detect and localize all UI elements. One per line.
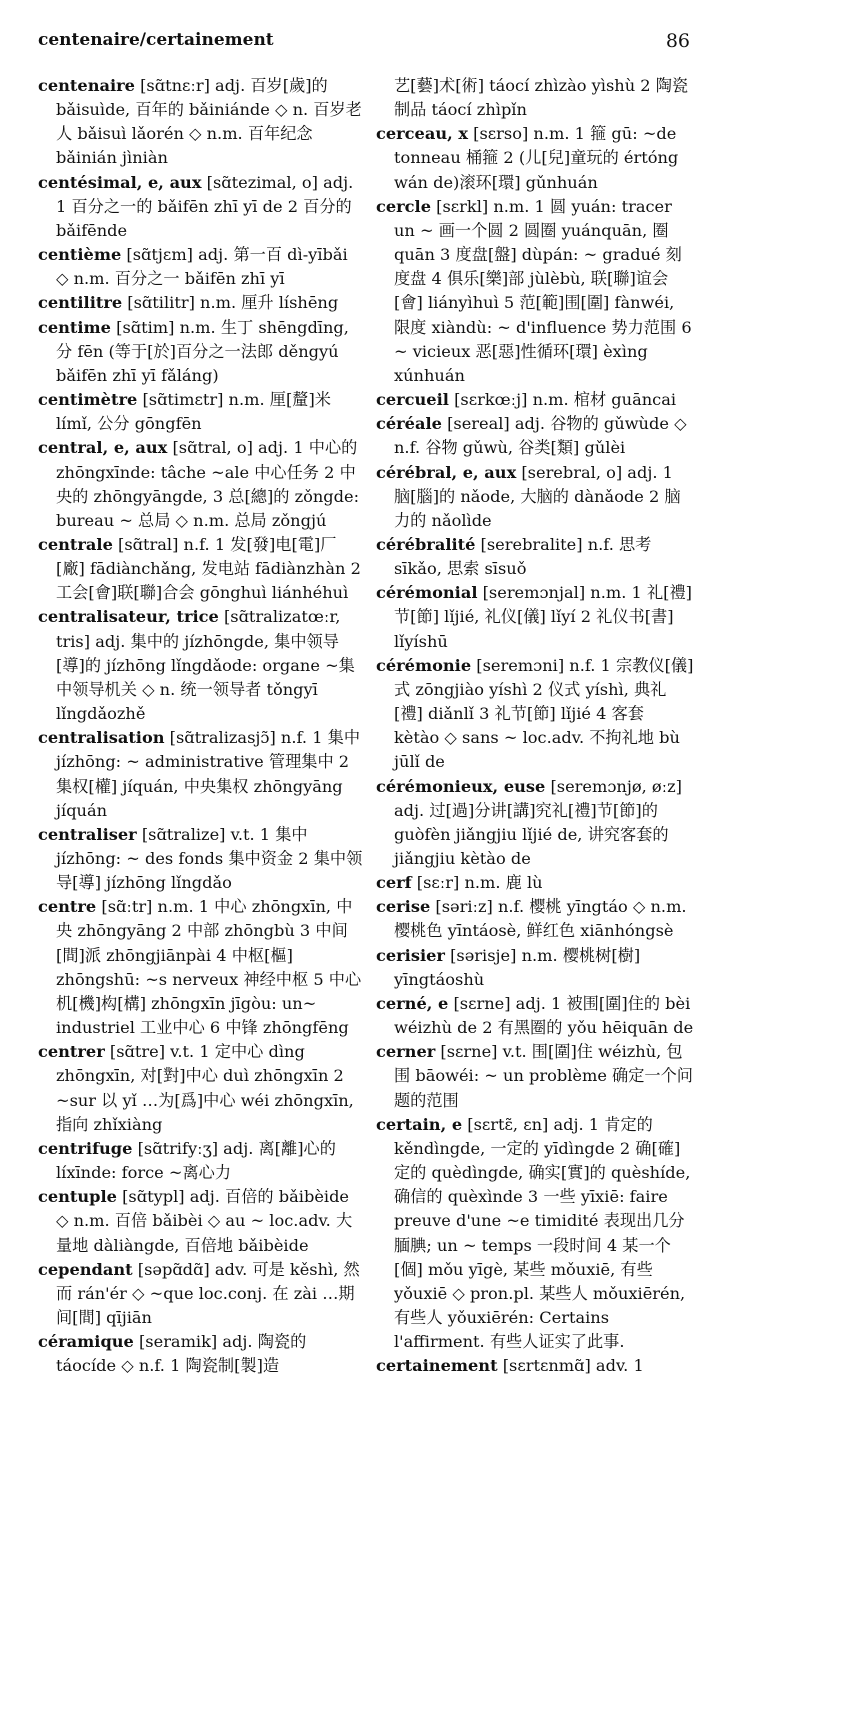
dictionary-entry xyxy=(376,775,694,872)
headword: centralisation xyxy=(38,728,165,748)
headword: centre xyxy=(38,897,97,917)
headword: certainement xyxy=(376,1356,498,1376)
definition: [sɑ̃trifyːʒ] adj. 离[離]心的 líxīnde: force ~离心力 xyxy=(56,1138,336,1183)
left-column xyxy=(38,74,364,1378)
dictionary-entry xyxy=(376,581,694,653)
definition: [sɑ̃tral, o] adj. 1 中心的 zhōngxīnde: tâche ~ale 中心任务 2 中央的 zhōngyāngde, 3 总[總]的 zǒngde: bureau ~ 总局 ◇ n.m. 总局 zǒngjú xyxy=(56,438,360,530)
headword: cérébralité xyxy=(376,534,476,554)
definition: [serebralite] n.f. 思考 sīkǎo, 思索 sīsuǒ xyxy=(394,534,652,579)
definition: [sɑ̃tnɛːr] adj. 百岁[歲]的 bǎisuìde, 百年的 bǎiniánde ◇ n. 百岁老人 bǎisuì lǎorén ◇ n.m. 百年纪念 bǎinián jìniàn xyxy=(56,76,362,168)
definition: [sɛrtɛ̃, ɛn] adj. 1 肯定的 kěndìngde, 一定的 yīdìngde 2 确[確]定的 quèdìngde, 确实[實]的 quèshíde, 确信的 quèxìnde 3 一些 yīxiē: faire preuve d'une ~e timidité 表现出几分腼腆; un ~ temps 一段时间 4 某一个[個] mǒu yīgè, 某些 mǒuxiē, 有些 yǒuxiē ◇ pron.pl. 某些人 mǒuxiērén, 有些人 yǒuxiērén: Certains l'affirment. 有些人证实了此事. xyxy=(394,1114,691,1352)
definition: [seremɔnjal] n.m. 1 礼[禮]节[節] lǐjié, 礼仪[儀] lǐyí 2 礼仪书[書] lǐyíshū xyxy=(394,583,692,651)
dictionary-entry xyxy=(376,1040,694,1112)
dictionary-entry xyxy=(38,823,364,895)
dictionary-entry xyxy=(376,122,694,194)
right-column xyxy=(376,74,694,1378)
definition: [sɛrkœːj] n.m. 棺材 guāncai xyxy=(448,390,677,410)
definition: [səriːz] n.f. 樱桃 yīngtáo ◇ n.m. 樱桃色 yīntáosè, 鲜红色 xiānhóngsè xyxy=(394,897,687,941)
headword: centilitre xyxy=(38,293,123,313)
dictionary-entry xyxy=(376,895,694,943)
definition: [sɑ̃timɛtr] n.m. 厘[釐]米 límǐ, 公分 gōngfēn xyxy=(56,390,331,434)
definition: [sɑ̃tre] v.t. 1 定中心 dìng zhōngxīn, 对[對]中心 duì zhōngxīn 2 ~sur 以 yǐ …为[爲]中心 wéi zhōngxīn, 指向 zhǐxiàng xyxy=(56,1042,354,1134)
dictionary-entry xyxy=(38,291,364,315)
page-header xyxy=(38,30,690,56)
definition: [sɛːr] n.m. 鹿 lù xyxy=(411,873,543,893)
headword: centrale xyxy=(38,534,113,554)
headword: centuple xyxy=(38,1187,117,1207)
headword: central, e, aux xyxy=(38,438,168,458)
dictionary-entry xyxy=(376,1113,694,1355)
dictionary-entry xyxy=(38,171,364,243)
definition: [seremɔni] n.f. 1 宗教仪[儀]式 zōngjiào yíshì 2 仪式 yíshì, 典礼[禮] diǎnlǐ 3 礼节[節] lǐjié 4 客套 kètào ◇ sans ~ loc.adv. 不拘礼地 bù jūlǐ de xyxy=(394,655,694,772)
definition: [seremɔnjø, øːz] adj. 过[過]分讲[講]究礼[禮]节[節]的 guòfèn jiǎngjiu lǐjié de, 讲究客套的 jiǎngjiu kètào de xyxy=(394,776,682,868)
headword: céramique xyxy=(38,1332,134,1352)
dictionary-entry xyxy=(376,412,694,460)
dictionary-entry xyxy=(376,461,694,533)
dictionary-entry xyxy=(38,1040,364,1137)
headword: cercueil xyxy=(376,390,449,410)
headword: cérémonieux, euse xyxy=(376,776,546,796)
headword: céréale xyxy=(376,414,442,434)
dictionary-entry xyxy=(376,1354,694,1378)
headword: centrer xyxy=(38,1042,105,1062)
dictionary-entry xyxy=(376,388,694,412)
headword: cérébral, e, aux xyxy=(376,462,517,482)
definition: [sɑ̃tral] n.f. 1 发[發]电[電]厂[廠] fādiànchǎng, 发电站 fādiànzhàn 2 工会[會]联[聯]合会 gōnghuì liánhéhuì xyxy=(56,534,361,603)
dictionary-entry xyxy=(38,436,364,533)
headword: cerceau, x xyxy=(376,124,469,144)
definition: [səpɑ̃dɑ̃] adv. 可是 kěshì, 然而 rán'ér ◇ ~que loc.conj. 在 zài …期间[間] qījiān xyxy=(56,1259,360,1327)
definition: [serebral, o] adj. 1 脑[腦]的 nǎode, 大脑的 dànǎode 2 脑力的 nǎolìde xyxy=(394,462,681,530)
headword: centième xyxy=(38,245,122,265)
dictionary-entry xyxy=(38,726,364,823)
definition: [sərisje] n.m. 樱桃树[樹] yīngtáoshù xyxy=(394,945,641,989)
headword: cependant xyxy=(38,1259,133,1279)
definition: [sɑ̃tralizasjɔ̃] n.f. 1 集中 jízhōng: ~ administrative 管理集中 2 集权[權] jíquán, 中央集权 zhōngyāng jíquán xyxy=(56,728,361,820)
dictionary-entry xyxy=(38,243,364,291)
definition: [sɑ̃tezimal, o] adj. 1 百分之一的 bǎifēn zhī yī de 2 百分的 bǎifēnde xyxy=(56,172,354,240)
headword: cérémonie xyxy=(376,655,472,675)
headword: centralisateur, trice xyxy=(38,607,219,627)
headword: centrifuge xyxy=(38,1138,133,1158)
dictionary-entry xyxy=(376,654,694,775)
definition: [sereal] adj. 谷物的 gǔwùde ◇ n.f. 谷物 gǔwù, 谷类[類] gǔlèi xyxy=(394,414,687,458)
headword: cérémonial xyxy=(376,583,478,603)
dictionary-entry xyxy=(38,1185,364,1257)
page-number: 86 xyxy=(665,30,690,52)
dictionary-entry xyxy=(38,605,364,726)
definition: [sɛrne] v.t. 围[圍]住 wéizhù, 包围 bāowéi: ~ un problème 确定一个问题的范围 xyxy=(394,1042,693,1110)
definition: [sɑ̃typl] adj. 百倍的 bǎibèide ◇ n.m. 百倍 bǎibèi ◇ au ~ loc.adv. 大量地 dàliàngde, 百倍地 bǎibèide xyxy=(56,1187,353,1255)
headword: cerise xyxy=(376,897,431,917)
definition: [sɑ̃tralizatœːr, tris] adj. 集中的 jízhōngde, 集中领导[導]的 jízhōng lǐngdǎode: organe ~集中领导机关 ◇ n. 统一领导者 tǒngyī lǐngdǎozhě xyxy=(56,607,355,724)
definition: [sɛrkl] n.m. 1 圆 yuán: tracer un ~ 画一个圆 2 圆圈 yuánquān, 圈 quān 3 度盘[盤] dùpán: ~ gradué 刻度盘 4 俱乐[樂]部 jùlèbù, 联[聯]谊会[會] liányìhuì 5 范[範]围[圍] fànwéi, 限度 xiàndù: ~ d'influence 势力范围 6 ~ vicieux 恶[惡]性循环[環] èxìng xúnhuán xyxy=(394,196,692,385)
definition: [sɑ̃tim] n.m. 生丁 shēngdīng, 分 fēn (等于[於]百分之一法郎 děngyú bǎifēn zhī yī fǎláng) xyxy=(56,317,349,385)
dictionary-entry xyxy=(38,74,364,171)
headword: cerner xyxy=(376,1042,436,1062)
continuation-text: 艺[藝]术[術] táocí zhìzào yìshù 2 陶瓷制品 táocí zhìpǐn xyxy=(394,76,689,120)
dictionary-entry xyxy=(376,195,694,388)
guide-words: centenaire/certainement xyxy=(38,30,274,50)
definition: [sɑ̃ːtr] n.m. 1 中心 zhōngxīn, 中央 zhōngyāng 2 中部 zhōngbù 3 中间[間]派 zhōngjiānpài 4 中枢[樞] zhōngshū: ~s nerveux 神经中枢 5 中心机[機]构[構] zhōngxīn jīgòu: un~ industriel 工业中心 6 中锋 zhōngfēng xyxy=(56,897,362,1038)
dictionary-entry xyxy=(376,533,694,581)
headword: centime xyxy=(38,317,111,337)
headword: centraliser xyxy=(38,824,137,844)
dictionary-entry xyxy=(38,1330,364,1378)
headword: cercle xyxy=(376,196,431,216)
definition: [sɑ̃tjɛm] adj. 第一百 dì-yībǎi ◇ n.m. 百分之一 bǎifēn zhī yī xyxy=(56,245,348,289)
dictionary-entry xyxy=(38,388,364,436)
headword: centésimal, e, aux xyxy=(38,172,202,192)
dictionary-entry xyxy=(38,1137,364,1185)
definition: [seramik] adj. 陶瓷的 táocíde ◇ n.f. 1 陶瓷制[製]造 xyxy=(56,1332,307,1376)
headword: cerf xyxy=(376,873,412,893)
definition: [sɑ̃tralize] v.t. 1 集中 jízhōng: ~ des fonds 集中资金 2 集中领导[導] jízhōng lǐngdǎo xyxy=(56,824,363,893)
dictionary-entry xyxy=(38,533,364,605)
dictionary-entry xyxy=(376,992,694,1040)
definition: [sɑ̃tilitr] n.m. 厘升 líshēng xyxy=(122,293,339,313)
definition: [sɛrtɛnmɑ̃] adv. 1 xyxy=(497,1356,644,1376)
dictionary-entry xyxy=(38,895,364,1040)
definition: [sɛrne] adj. 1 被围[圍]住的 bèi wéizhù de 2 有黑圈的 yǒu hēiquān de xyxy=(394,993,694,1038)
dictionary-entry xyxy=(38,316,364,388)
definition: [sɛrso] n.m. 1 箍 gū: ~de tonneau 桶箍 2 (儿[兒]童玩的 értóng wán de)滚环[環] gǔnhuán xyxy=(394,124,679,192)
dictionary-entry xyxy=(376,871,694,895)
headword: cerisier xyxy=(376,945,445,965)
headword: certain, e xyxy=(376,1114,463,1134)
dictionary-entry xyxy=(376,944,694,992)
headword: centimètre xyxy=(38,390,138,410)
dictionary-entry xyxy=(38,1258,364,1330)
headword: cerné, e xyxy=(376,993,449,1013)
headword: centenaire xyxy=(38,76,135,95)
